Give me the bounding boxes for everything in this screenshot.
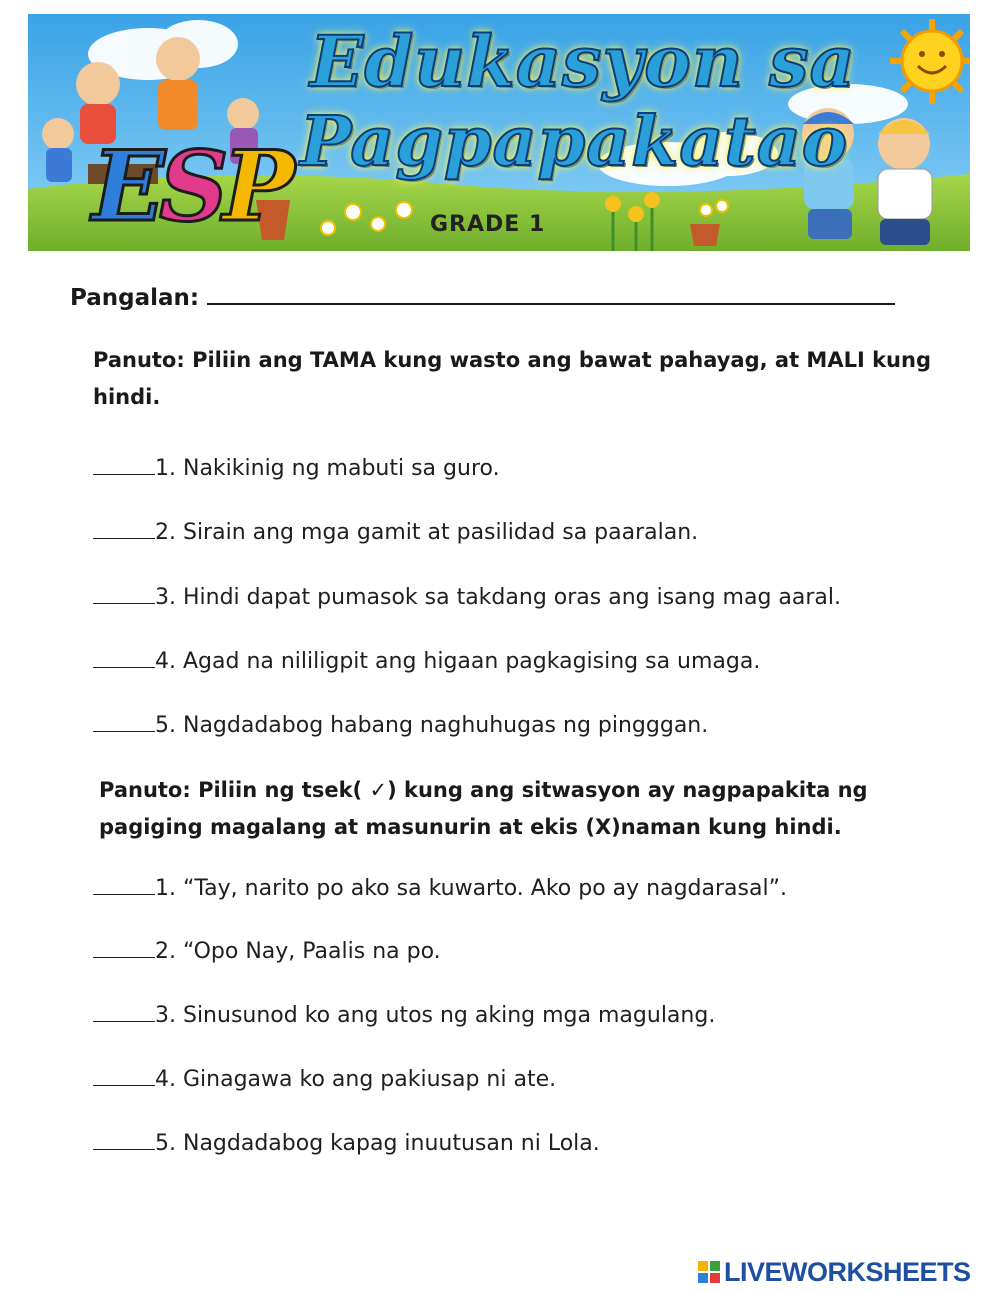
esp-logo-p: P	[222, 130, 289, 243]
item-text: 3. Hindi dapat pumasok sa takdang oras ang isang mag aaral.	[155, 585, 842, 610]
section1-instruction: Panuto: Piliin ang TAMA kung wasto ang bawat pahayag, at MALI kung hindi.	[93, 348, 931, 409]
esp-logo-s: S	[159, 130, 223, 243]
item-text: 5. Nagdadabog habang naghuhugas ng pingggan.	[155, 713, 709, 738]
name-field-row	[70, 281, 895, 311]
item-text: 4. Ginagawa ko ang pakiusap ni ate.	[155, 1067, 557, 1092]
answer-blank[interactable]	[93, 876, 155, 895]
banner-title-line1: Edukasyon sa	[310, 20, 856, 103]
item-text: 5. Nagdadabog kapag inuutusan ni Lola.	[155, 1131, 600, 1156]
answer-blank[interactable]	[93, 713, 155, 732]
item-text: 2. Sirain ang mga gamit at pasilidad sa paaralan.	[155, 520, 699, 545]
esp-logo	[92, 130, 289, 243]
section1-item	[93, 520, 698, 545]
section2-item	[93, 939, 441, 964]
section1-item	[93, 585, 841, 610]
answer-blank[interactable]	[93, 1131, 155, 1150]
item-text: 1. “Tay, narito po ako sa kuwarto. Ako po ay nagdarasal”.	[155, 876, 787, 901]
grade-label: GRADE 1	[430, 212, 546, 237]
answer-blank[interactable]	[93, 939, 155, 958]
section2-item	[93, 1003, 715, 1028]
section1-item	[93, 456, 500, 481]
section2-item	[93, 1131, 600, 1156]
answer-blank[interactable]	[93, 1003, 155, 1022]
liveworksheets-footer[interactable]	[698, 1257, 971, 1287]
section2-item	[93, 1067, 556, 1092]
answer-blank[interactable]	[93, 649, 155, 668]
answer-blank[interactable]	[93, 456, 155, 475]
esp-logo-e: E	[92, 130, 160, 243]
name-label: Pangalan:	[70, 285, 200, 311]
name-input-line[interactable]	[207, 281, 895, 305]
section2-item	[93, 876, 787, 901]
item-text: 4. Agad na nililigpit ang higaan pagkagising sa umaga.	[155, 649, 761, 674]
liveworksheets-logo-icon	[698, 1261, 720, 1283]
liveworksheets-brand: LIVEWORKSHEETS	[724, 1256, 971, 1287]
item-text: 2. “Opo Nay, Paalis na po.	[155, 939, 441, 964]
header-banner	[28, 14, 970, 251]
banner-title	[28, 14, 970, 251]
answer-blank[interactable]	[93, 585, 155, 604]
answer-blank[interactable]	[93, 1067, 155, 1086]
item-text: 1. Nakikinig ng mabuti sa guro.	[155, 456, 500, 481]
item-text: 3. Sinusunod ko ang utos ng aking mga magulang.	[155, 1003, 716, 1028]
answer-blank[interactable]	[93, 520, 155, 539]
banner-title-line2: Pagpapakatao	[300, 102, 849, 182]
section1-item	[93, 713, 708, 738]
section2-instruction: Panuto: Piliin ng tsek( ✓) kung ang sitwasyon ay nagpapakita ng pagiging magalang at masunurin at ekis (X)naman kung hindi.	[99, 778, 868, 839]
section1-item	[93, 649, 760, 674]
